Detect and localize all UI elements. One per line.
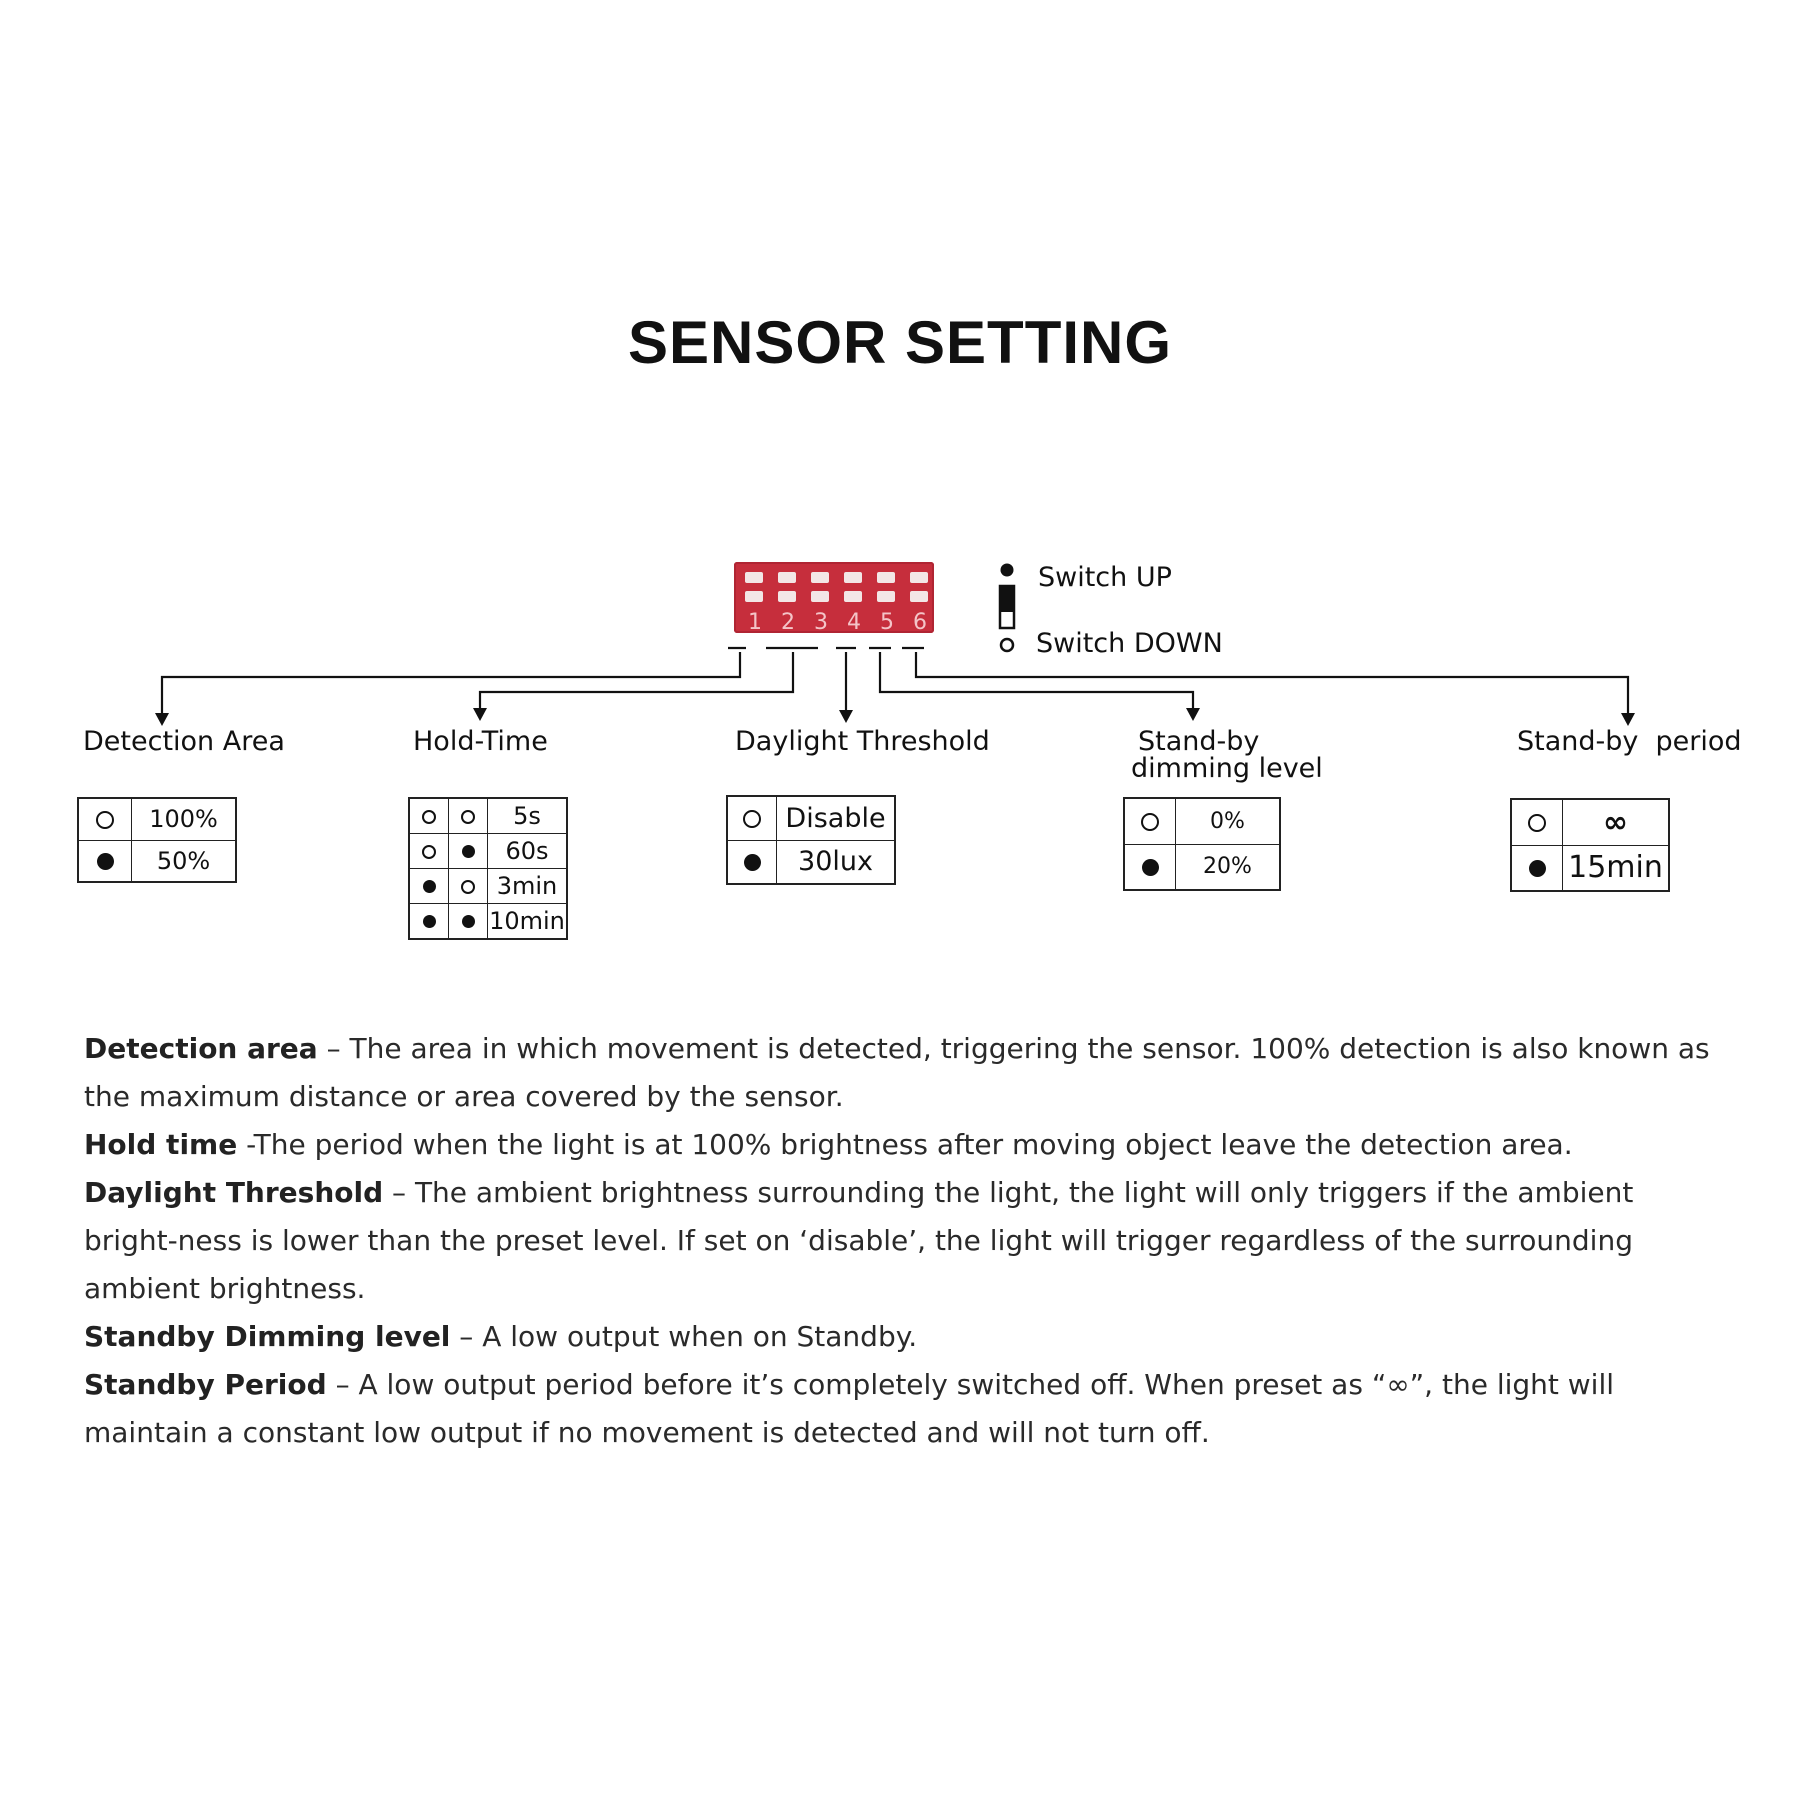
value-cell: 0% (1176, 798, 1281, 844)
dip-number: 3 (814, 610, 828, 635)
switch-3-cell (449, 798, 488, 833)
switch-up-cell (78, 840, 132, 882)
table-row (1511, 845, 1669, 891)
dip-number: 4 (847, 610, 861, 635)
switch-up-icon (1142, 859, 1159, 876)
value-cell: 3min (488, 868, 568, 903)
switch-3-cell (449, 833, 488, 868)
switch-down-icon (1141, 813, 1159, 831)
description-daylight-threshold (84, 1169, 1724, 1313)
value-cell: 5s (488, 798, 568, 833)
switch-up-icon (97, 853, 114, 870)
table-row (78, 798, 236, 840)
description-detection-area (84, 1025, 1724, 1121)
description-term: Standby Dimming level (84, 1320, 451, 1353)
label-hold-time: Hold-Time (413, 726, 548, 757)
description-text: – The area in which movement is detected, triggering the sensor. 100% detection is also known as the maximum distance or area covered by the sensor. (84, 1032, 1710, 1113)
table-row (1511, 799, 1669, 845)
table-row (409, 903, 567, 939)
value-cell: 100% (132, 798, 237, 840)
dip-number: 2 (781, 610, 795, 635)
table-row (727, 840, 895, 884)
dip-number: 6 (913, 610, 927, 635)
switch-3-cell (449, 868, 488, 903)
description-standby-period (84, 1361, 1724, 1457)
switch-down-icon (96, 811, 114, 829)
description-block (84, 1025, 1724, 1457)
legend-switch-up: Switch UP (1038, 562, 1172, 593)
dip-number: 5 (880, 610, 894, 635)
description-text: – A low output when on Standby. (450, 1320, 918, 1353)
table-row (409, 798, 567, 833)
description-term: Daylight Threshold (84, 1176, 384, 1209)
value-cell: 15min (1563, 845, 1670, 891)
value-cell: Disable (777, 796, 896, 840)
switch-down-icon (461, 810, 475, 824)
standby-dimming-table (1123, 797, 1281, 891)
switch-up-cell (1511, 845, 1563, 891)
label-daylight-threshold: Daylight Threshold (735, 726, 990, 757)
value-cell: 50% (132, 840, 237, 882)
switch-down-cell (1511, 799, 1563, 845)
value-cell: 10min (488, 903, 568, 939)
detection-area-table (77, 797, 237, 883)
value-cell: 30lux (777, 840, 896, 884)
table-row (727, 796, 895, 840)
switch-down-cell (78, 798, 132, 840)
hold-time-table (408, 797, 568, 940)
switch-down-cell (1124, 798, 1176, 844)
switch-up-icon (744, 854, 761, 871)
switch-up-icon (1529, 860, 1546, 877)
value-cell: ∞ (1563, 799, 1670, 845)
table-row (409, 833, 567, 868)
description-term: Hold time (84, 1128, 238, 1161)
value-cell: 20% (1176, 844, 1281, 890)
switch-up-icon (462, 845, 475, 858)
connector-lines (0, 0, 1800, 760)
standby-period-table (1510, 798, 1670, 892)
switch-down-icon (1528, 814, 1546, 832)
label-standby-dimming-line2: dimming level (1131, 753, 1323, 784)
label-standby-period: Stand-by period (1517, 726, 1742, 757)
description-text: – The ambient brightness surrounding the light, the light will only triggers if the ambient bright-ness is lower than the preset level. If set on ‘disable’, the light will trigger regardless of the surrounding ambient brightness. (84, 1176, 1634, 1305)
description-term: Standby Period (84, 1368, 327, 1401)
switch-2-cell (409, 833, 449, 868)
daylight-threshold-table (726, 795, 896, 885)
description-text: – A low output period before it’s completely switched off. When preset as “∞”, the light will maintain a constant low output if no movement is detected and will not turn off. (84, 1368, 1615, 1449)
switch-down-icon (461, 880, 475, 894)
switch-down-icon (422, 845, 436, 859)
table-row (78, 840, 236, 882)
table-row (1124, 798, 1280, 844)
page-title: SENSOR SETTING (627, 309, 1173, 376)
switch-up-icon (462, 915, 475, 928)
description-text: -The period when the light is at 100% brightness after moving object leave the detection area. (237, 1128, 1573, 1161)
switch-down-cell (727, 796, 777, 840)
switch-up-icon (423, 880, 436, 893)
switch-2-cell (409, 798, 449, 833)
switch-up-cell (1124, 844, 1176, 890)
switch-up-icon (423, 915, 436, 928)
switch-2-cell (409, 868, 449, 903)
switch-down-icon (422, 810, 436, 824)
table-row (409, 868, 567, 903)
switch-2-cell (409, 903, 449, 939)
switch-up-cell (727, 840, 777, 884)
description-hold-time (84, 1121, 1724, 1169)
dip-number: 1 (748, 610, 762, 635)
legend-switch-down: Switch DOWN (1036, 628, 1223, 659)
table-row (1124, 844, 1280, 890)
description-term: Detection area (84, 1032, 318, 1065)
label-standby-dimming-line1: Stand-by (1138, 726, 1260, 757)
description-standby-dimming (84, 1313, 1724, 1361)
label-detection-area: Detection Area (83, 726, 285, 757)
switch-down-icon (743, 810, 761, 828)
switch-3-cell (449, 903, 488, 939)
value-cell: 60s (488, 833, 568, 868)
